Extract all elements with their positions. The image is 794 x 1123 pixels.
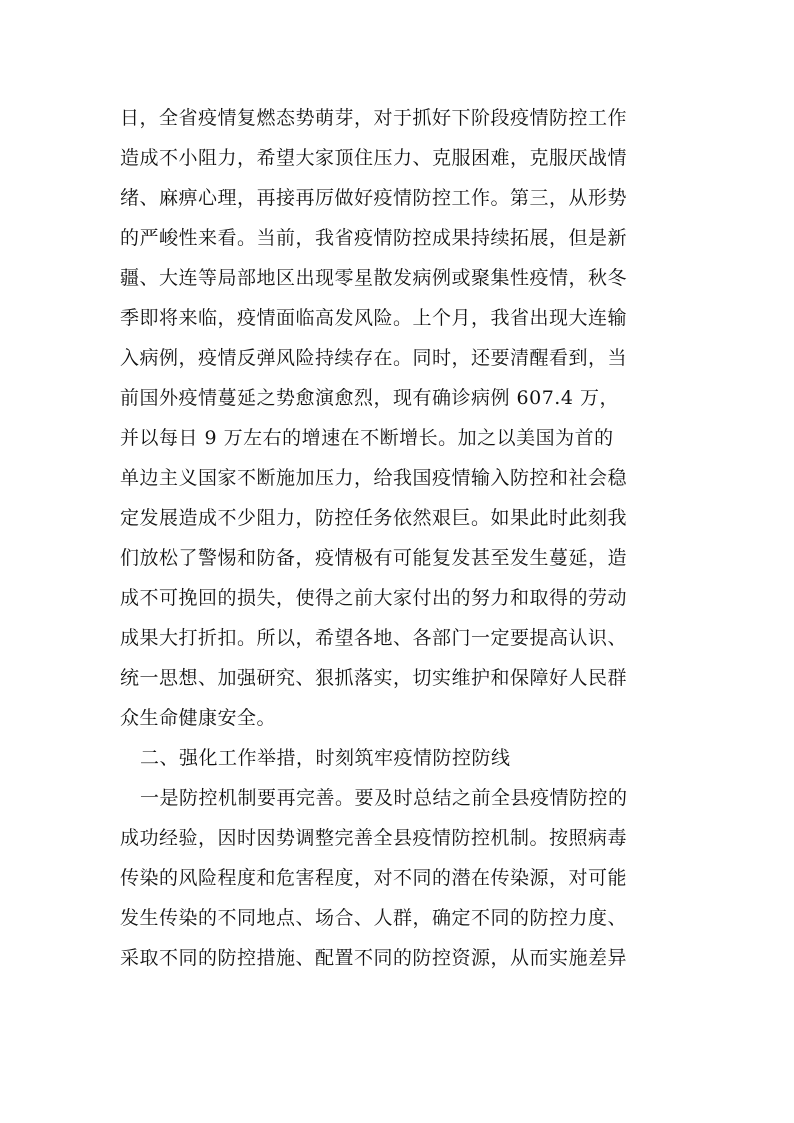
text-line: 传染的风险程度和危害程度，对不同的潜在传染源，对可能 [120,867,628,889]
text-line: 成功经验，因时因势调整完善全县疫情防控机制。按照病毒 [120,827,628,849]
text-line: 入病例，疫情反弹风险持续存在。同时，还要清醒看到，当 [120,347,628,369]
text-line: 成果大打折扣。所以，希望各地、各部门一定要提高认识、 [120,627,628,649]
section-heading: 二、强化工作举措，时刻筑牢疫情防控防线 [140,747,511,769]
text-line: 采取不同的防控措施、配置不同的防控资源，从而实施差异 [120,947,628,969]
text-line: 众生命健康安全。 [120,707,277,729]
text-line: 统一思想、加强研究、狠抓落实，切实维护和保障好人民群 [120,667,628,689]
text-line: 季即将来临，疫情面临高发风险。上个月，我省出现大连输 [120,307,628,329]
text-line: 疆、大连等局部地区出现零星散发病例或聚集性疫情，秋冬 [120,267,628,289]
text-line: 日，全省疫情复燃态势萌芽，对于抓好下阶段疫情防控工作 [120,107,628,129]
text-line: 并以每日 9 万左右的增速在不断增长。加之以美国为首的 [120,427,614,449]
text-line: 发生传染的不同地点、场合、人群，确定不同的防控力度、 [120,907,628,929]
text-line: 成不可挽回的损失，使得之前大家付出的努力和取得的劳动 [120,587,628,609]
paragraph-first-line: 一是防控机制要再完善。要及时总结之前全县疫情防控的 [140,787,628,809]
text-line: 前国外疫情蔓延之势愈演愈烈，现有确诊病例 607.4 万， [120,387,619,409]
text-line: 造成不小阻力，希望大家顶住压力、克服困难，克服厌战情 [120,147,628,169]
text-line: 定发展造成不少阻力，防控任务依然艰巨。如果此时此刻我 [120,507,628,529]
text-line: 绪、麻痹心理，再接再厉做好疫情防控工作。第三，从形势 [120,187,628,209]
text-line: 的严峻性来看。当前，我省疫情防控成果持续拓展，但是新 [120,227,628,249]
text-line: 单边主义国家不断施加压力，给我国疫情输入防控和社会稳 [120,467,628,489]
body-text [120,98,690,978]
text-line: 们放松了警惕和防备，疫情极有可能复发甚至发生蔓延，造 [120,547,628,569]
